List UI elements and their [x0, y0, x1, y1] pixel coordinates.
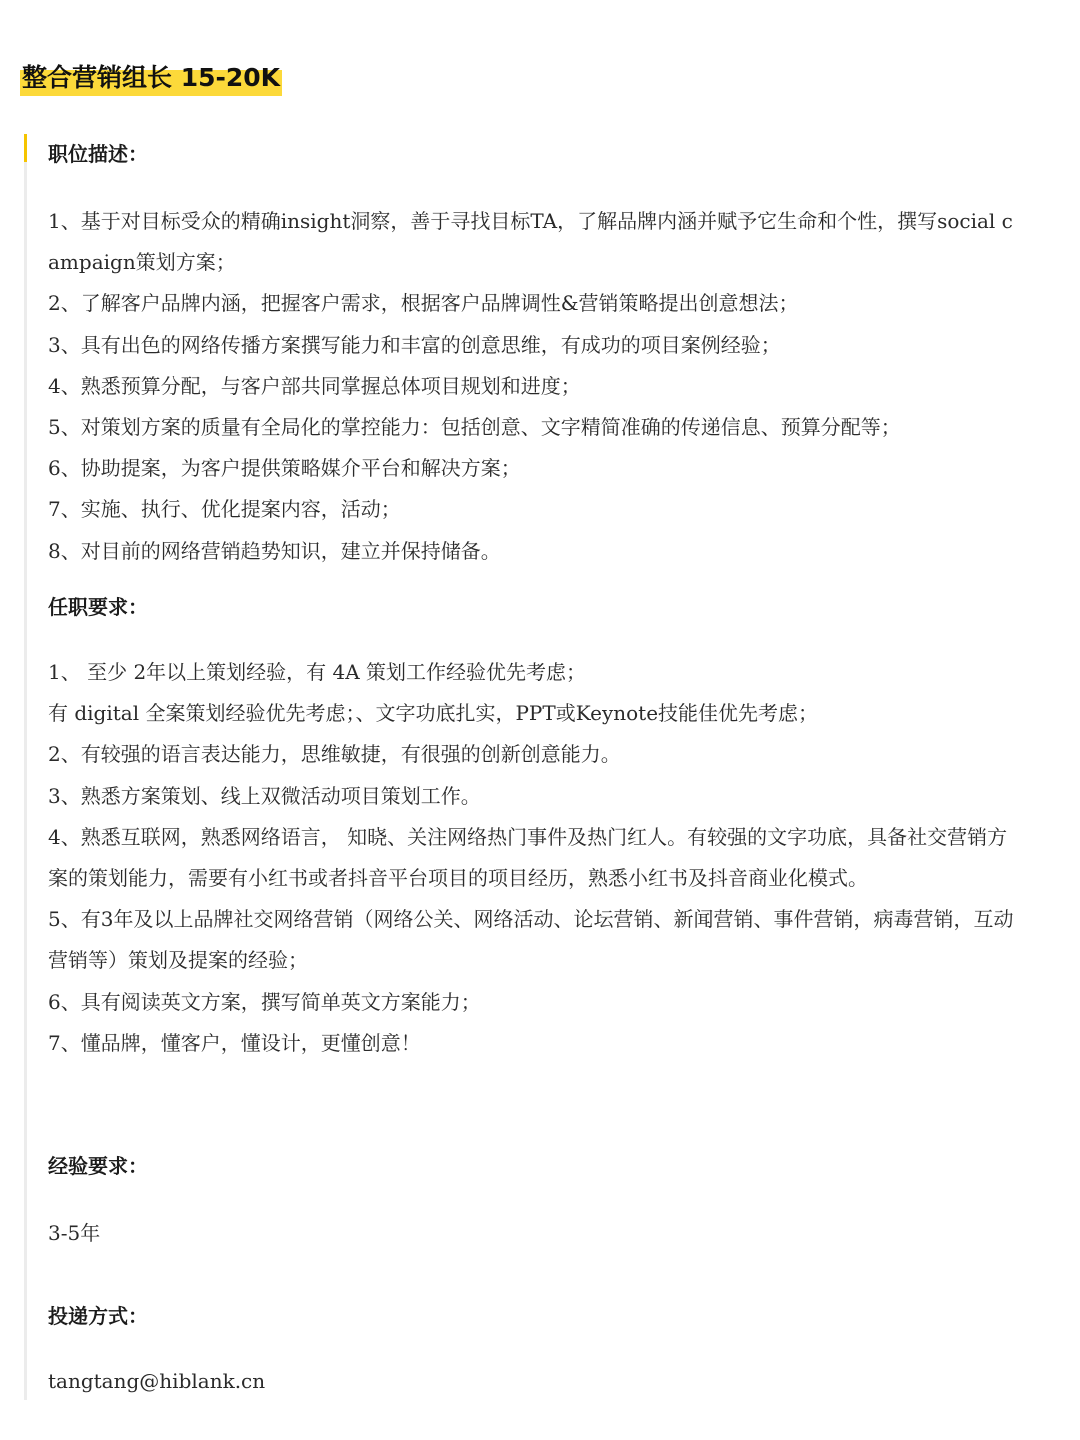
requirements-item: 5、有3年及以上品牌社交网络营销（网络公关、网络活动、论坛营销、新闻营销、事件营销，病毒营销，互动营销等）策划及提案的经验； [48, 907, 1014, 973]
description-item: 7、实施、执行、优化提案内容，活动； [48, 497, 401, 522]
experience-heading: 经验要求： [48, 1154, 148, 1178]
delivery-email[interactable]: tangtang@hiblank.cn [48, 1369, 266, 1393]
description-item: 8、对目前的网络营销趋势知识，建立并保持储备。 [48, 538, 501, 563]
requirements-item: 7、懂品牌，懂客户，懂设计，更懂创意！ [48, 1030, 421, 1055]
description-item: 3、具有出色的网络传播方案撰写能力和丰富的创意思维，有成功的项目案例经验； [48, 332, 781, 357]
requirements-heading: 任职要求： [48, 595, 148, 619]
requirements-item: 6、具有阅读英文方案，撰写简单英文方案能力； [48, 989, 481, 1014]
requirements-item: 1、 至少 2年以上策划经验，有 4A 策划工作经验优先考虑； [48, 660, 587, 684]
requirements-item: 3、熟悉方案策划、线上双微活动项目策划工作。 [48, 783, 481, 808]
experience-value: 3-5年 [48, 1221, 101, 1245]
requirements-list [48, 652, 1023, 1064]
delivery-heading: 投递方式： [48, 1304, 148, 1328]
page-title: 整合营销组长 15-20K [20, 60, 282, 96]
requirements-item: 2、有较强的语言表达能力，思维敏捷，有很强的创新创意能力。 [48, 742, 621, 767]
description-heading: 职位描述： [48, 142, 148, 166]
job-content [24, 134, 1036, 1400]
description-list [48, 201, 1023, 572]
requirements-item: 4、熟悉互联网，熟悉网络语言， 知晓、关注网络热门事件及热门红人。有较强的文字功底，具备社交营销方案的策划能力，需要有小红书或者抖音平台项目的项目经历，熟悉小红书及抖音商业化模式。 [48, 824, 1008, 891]
description-item: 2、了解客户品牌内涵，把握客户需求，根据客户品牌调性&营销策略提出创意想法； [48, 291, 799, 316]
accent-bar [24, 134, 27, 162]
requirements-item: 有 digital 全案策划经验优先考虑；、文字功底扎实，PPT或Keynote技能佳优先考虑； [48, 701, 819, 726]
description-item: 4、熟悉预算分配，与客户部共同掌握总体项目规划和进度； [48, 373, 581, 398]
description-item: 5、对策划方案的质量有全局化的掌控能力：包括创意、文字精简准确的传递信息、预算分配等； [48, 415, 901, 440]
description-item: 1、基于对目标受众的精确insight洞察，善于寻找目标TA，了解品牌内涵并赋予它生命和个性，撰写social campaign策划方案； [48, 209, 1013, 275]
description-item: 6、协助提案，为客户提供策略媒介平台和解决方案； [48, 456, 521, 481]
